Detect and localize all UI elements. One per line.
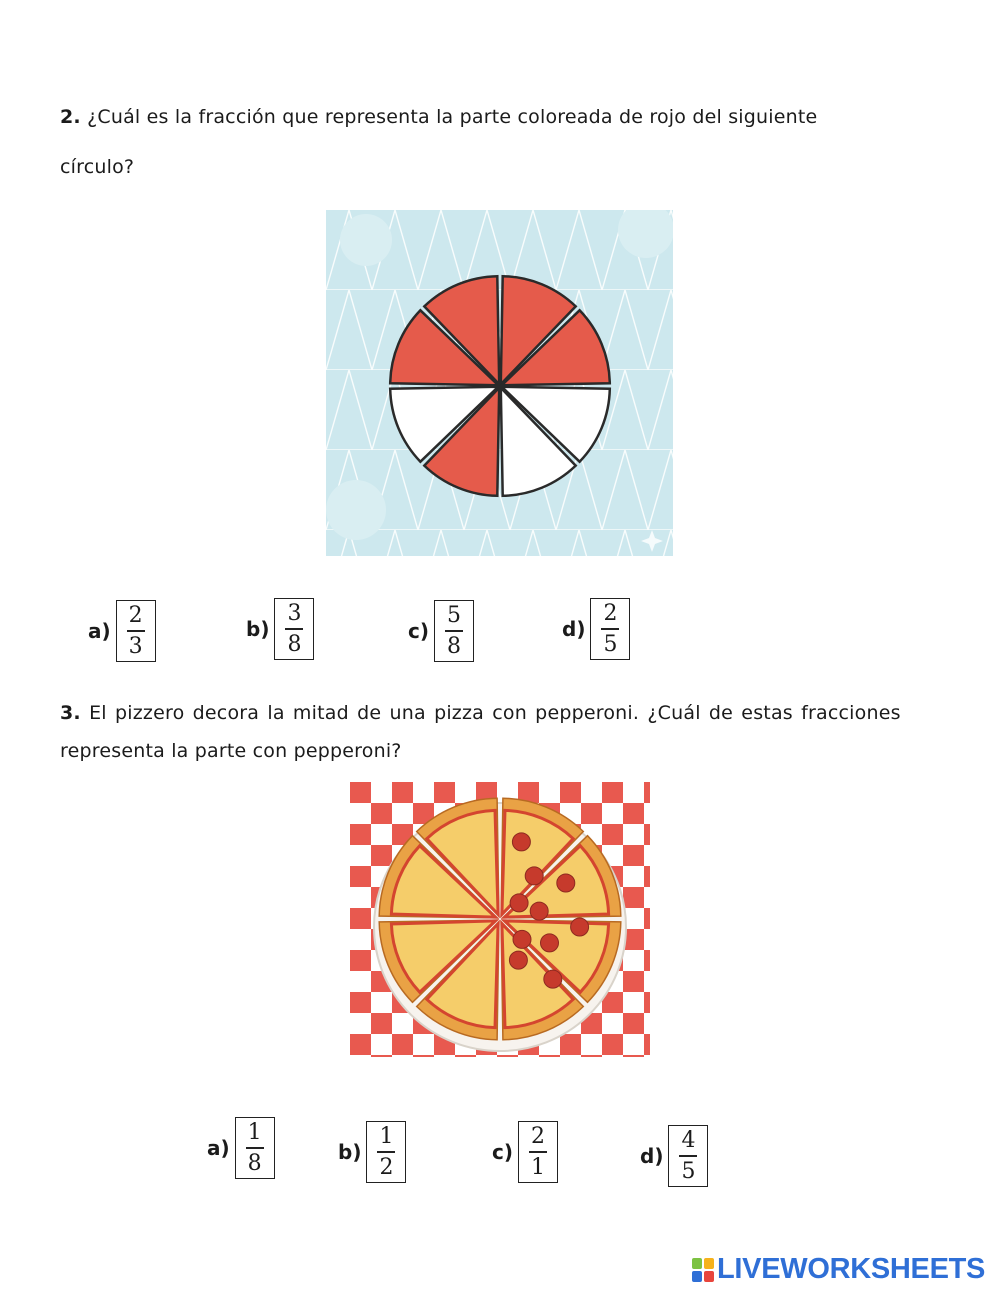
fraction-box: $\frac{2}{1}$ [518,1121,558,1183]
question-2-number: 2. [60,106,81,128]
question-3-number: 3. [60,702,81,724]
question-2-option-a[interactable]: a) $\frac{2}{3}$ [88,600,156,662]
question-2-option-c[interactable]: c) $\frac{5}{8}$ [408,600,474,662]
pepperoni [530,902,548,920]
question-3-line-1: El pizzero decora la mitad de una pizza con pepperoni. ¿Cuál de estas fracciones [89,702,901,724]
question-3-option-a[interactable]: a) $\frac{1}{8}$ [207,1117,275,1179]
pepperoni [512,833,530,851]
liveworksheets-logo [692,1253,985,1286]
question-3-text [60,702,930,724]
question-2-line-1: ¿Cuál es la fracción que representa la parte coloreada de rojo del siguiente [87,106,818,128]
pepperoni [541,934,559,952]
fraction-box: $\frac{2}{3}$ [116,600,156,662]
pepperoni [510,894,528,912]
brand-name: LIVEWORKSHEETS [717,1253,986,1285]
circle-fraction-image [326,210,673,556]
fraction-box: $\frac{1}{8}$ [235,1117,275,1179]
pepperoni [509,951,527,969]
pepperoni [557,874,575,892]
pepperoni [544,970,562,988]
pepperoni [525,867,543,885]
fraction-box: $\frac{4}{5}$ [668,1125,708,1187]
question-2-text [60,106,817,128]
fraction-box: $\frac{5}{8}$ [434,600,474,662]
fraction-box: $\frac{1}{2}$ [366,1121,406,1183]
pepperoni [571,918,589,936]
pepperoni [513,930,531,948]
question-2-option-b[interactable]: b) $\frac{3}{8}$ [246,598,314,660]
question-3-option-d[interactable]: d) $\frac{4}{5}$ [640,1125,708,1187]
question-3-option-b[interactable]: b) $\frac{1}{2}$ [338,1121,406,1183]
liveworksheets-mark-icon [692,1258,714,1282]
fraction-box: $\frac{2}{5}$ [590,598,630,660]
question-2-option-d[interactable]: d) $\frac{2}{5}$ [562,598,630,660]
fraction-box: $\frac{3}{8}$ [274,598,314,660]
pizza-image [350,782,650,1057]
question-3-line-2: representa la parte con pepperoni? [60,740,402,762]
question-3-option-c[interactable]: c) $\frac{2}{1}$ [492,1121,558,1183]
question-2-line-2: círculo? [60,156,135,178]
